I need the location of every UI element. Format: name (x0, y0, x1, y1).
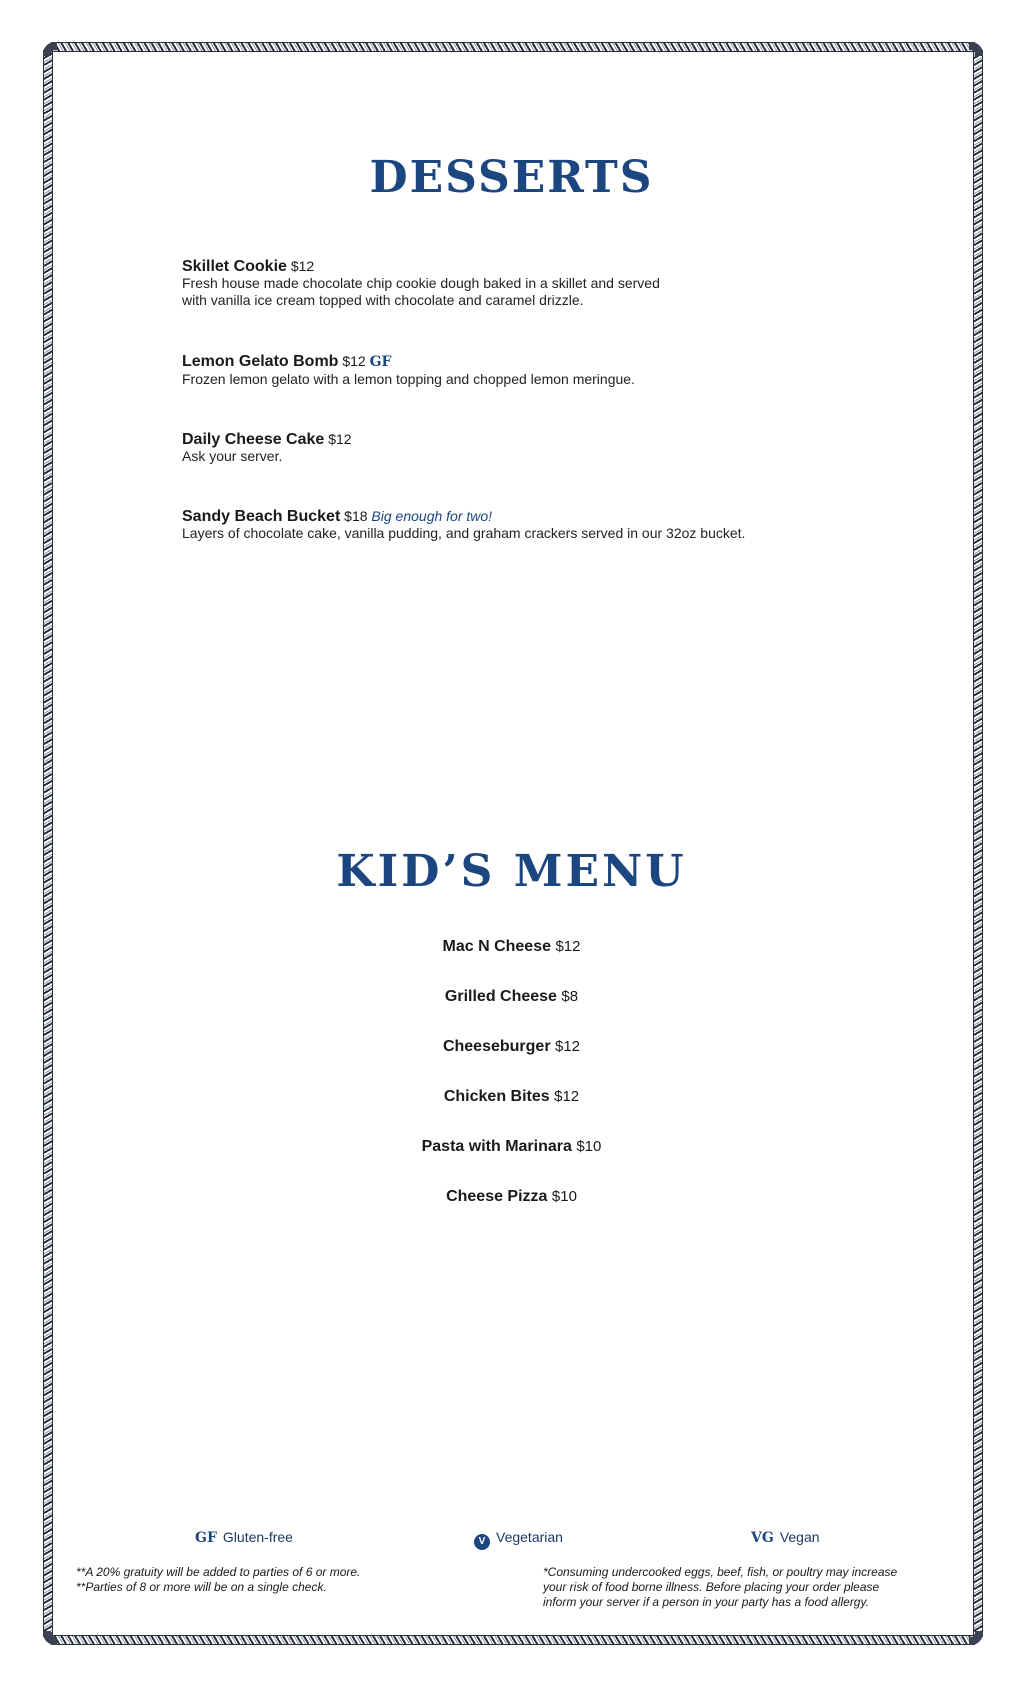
rope-corner (43, 1631, 57, 1645)
item-name: Daily Cheese Cake (182, 431, 325, 448)
rope-border-left (43, 50, 53, 1637)
item-description: Fresh house made chocolate chip cookie dough baked in a skillet and served (182, 275, 660, 291)
rope-corner (969, 1631, 983, 1645)
legend-vegan (751, 1529, 820, 1546)
item-name: Pasta with Marinara (421, 1138, 572, 1155)
rope-border-right (973, 50, 983, 1637)
item-price: $12 (290, 258, 315, 274)
kids-menu-heading: KID’S MENU (336, 846, 687, 897)
rope-corner (43, 42, 57, 56)
item-price: $12 (555, 1038, 581, 1055)
dessert-item (182, 258, 660, 309)
item-price: $8 (561, 988, 579, 1005)
kids-item (0, 1038, 1023, 1056)
item-name: Chicken Bites (443, 1088, 550, 1105)
kids-item (0, 1088, 1023, 1106)
gluten-free-icon: GF (195, 1530, 217, 1546)
rope-border-top (51, 42, 975, 52)
gratuity-footnote (76, 1565, 360, 1595)
item-price: $12 (555, 938, 581, 955)
legend-label: Gluten-free (222, 1529, 293, 1545)
vegetarian-icon: V (474, 1534, 490, 1550)
kids-item (0, 938, 1023, 956)
dessert-item (182, 353, 635, 388)
item-description: Ask your server. (182, 448, 283, 464)
item-name: Mac N Cheese (442, 938, 551, 955)
legend-label: Vegetarian (496, 1529, 563, 1545)
food-safety-footnote (543, 1565, 897, 1610)
item-description: with vanilla ice cream topped with chocolate and caramel drizzle. (182, 292, 584, 308)
dessert-item (182, 431, 352, 465)
desserts-heading: DESSERTS (369, 152, 654, 203)
item-price: $10 (551, 1188, 577, 1205)
item-name: Cheeseburger (442, 1038, 551, 1055)
kids-item (0, 988, 1023, 1006)
footnote-line: **A 20% gratuity will be added to parties of 6 or more. (76, 1565, 361, 1579)
rope-border-bottom (51, 1635, 975, 1645)
footnote-line: *Consuming undercooked eggs, beef, fish, or poultry may increase (543, 1565, 898, 1579)
vegan-icon: VG (751, 1530, 774, 1546)
item-name: Skillet Cookie (182, 258, 287, 275)
item-name: Lemon Gelato Bomb (182, 353, 339, 370)
item-price: $10 (576, 1138, 602, 1155)
legend-gluten-free (195, 1529, 293, 1546)
footnote-line: inform your server if a person in your party has a food allergy. (543, 1595, 869, 1609)
item-price: $12 (328, 431, 352, 447)
legend-label: Vegan (779, 1529, 820, 1545)
item-name: Cheese Pizza (446, 1188, 548, 1205)
item-price: $18 (344, 508, 368, 524)
item-note: Big enough for two! (371, 508, 493, 524)
rope-corner (969, 42, 983, 56)
item-description: Frozen lemon gelato with a lemon topping and chopped lemon meringue. (182, 371, 635, 387)
item-name: Grilled Cheese (444, 988, 557, 1005)
kids-item (0, 1188, 1023, 1206)
dessert-item (182, 508, 745, 542)
footnote-line: **Parties of 8 or more will be on a single check. (76, 1580, 327, 1594)
item-description: Layers of chocolate cake, vanilla pudding, and graham crackers served in our 32oz bucket. (182, 525, 746, 541)
item-price: $12 (554, 1088, 580, 1105)
item-name: Sandy Beach Bucket (182, 508, 341, 525)
footnote-line: your risk of food borne illness. Before placing your order please (543, 1580, 880, 1594)
gluten-free-icon: GF (369, 354, 392, 370)
kids-item (0, 1138, 1023, 1156)
item-price: $12 (342, 353, 366, 369)
legend-vegetarian (474, 1529, 563, 1550)
